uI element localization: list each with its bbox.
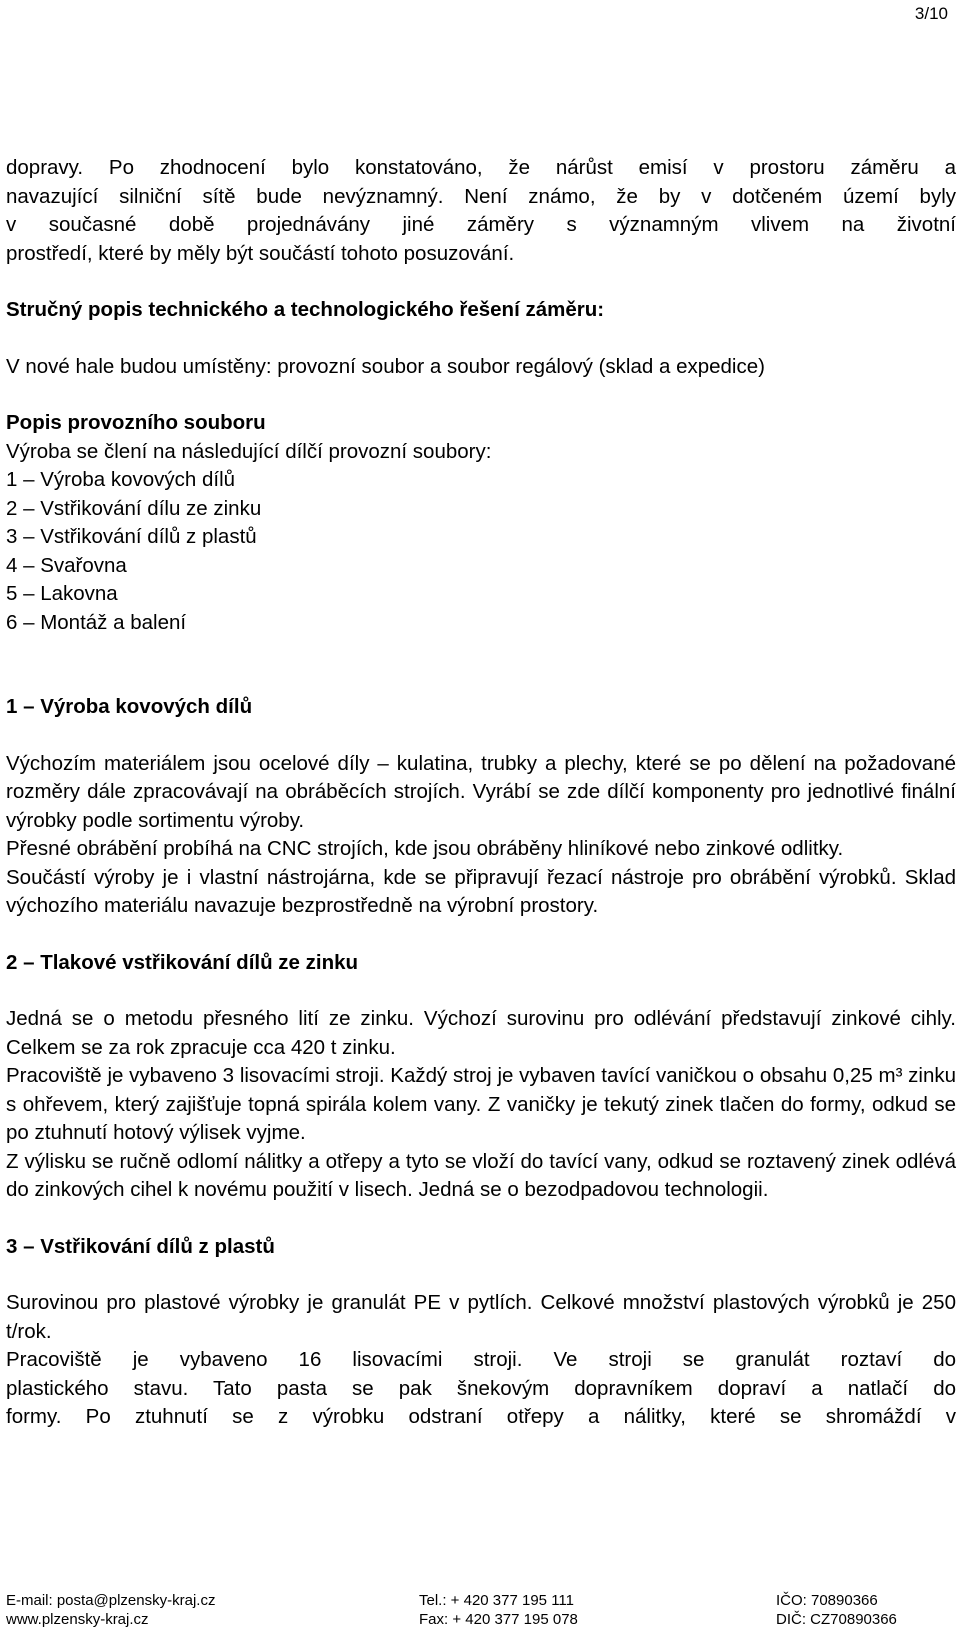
section-heading: Stručný popis technického a technologického řešení záměru: [6,298,605,321]
footer-fax: Fax: + 420 377 195 078 [419,1611,578,1628]
footer-tel: Tel.: + 420 377 195 111 [419,1592,574,1609]
section2-paragraph: Jedná se o metodu přesného lití ze zinku. Výchozí surovinu pro odlévání představují zinkové cihly. Celkem se za rok zpracuje cca 420 t zinku. [6,1007,956,1059]
operation-item: 4 – Svařovna [6,553,127,577]
intro-line: navazující silniční sítě bude nevýznamný. Není známo, že by v dotčeném území byly [6,184,956,208]
section1-heading: 1 – Výroba kovových dílů [6,695,253,718]
footer-web: www.plzensky-kraj.cz [6,1611,149,1628]
intro-line: dopravy. Po zhodnocení bylo konstatováno, že nárůst emisí v prostoru záměru a [6,156,956,179]
operations-heading: Popis provozního souboru [6,411,266,434]
section3-line: plastického stavu. Tato pasta se pak šnekovým dopravníkem dopraví a natlačí do [6,1376,956,1400]
operation-item: 3 – Vstřikování dílů z plastů [6,525,257,548]
footer-phone-column [419,1591,578,1629]
section2-paragraph: Z výlisku se ručně odlomí nálitky a otřepy a tyto se vloží do tavící vany, odkud se roztavený zinek odlévá do zinkových cihel k novému použití v lisech. Jedná se o bezodpadovou technologii. [6,1149,956,1201]
footer-email: E-mail: posta@plzensky-kraj.cz [6,1592,216,1609]
page-number: 3/10 [914,4,948,23]
section2-heading: 2 – Tlakové vstřikování dílů ze zinku [6,950,359,974]
operation-item: 5 – Lakovna [6,582,118,605]
footer-dic: DIČ: CZ70890366 [776,1611,897,1628]
section2-paragraph: Pracoviště je vybaveno 3 lisovacími stroji. Každý stroj je vybaven tavící vaničkou o obsahu 0,25 m³ zinku s ohřevem, který zajišťuje topná spirála kolem vany. Z vaničky je tekutý zinek tlačen do formy, odkud se po ztuhnutí hotový výlisek vyjme. [6,1064,956,1144]
footer-contact-column [6,1591,215,1629]
section3-paragraph: Surovinou pro plastové výrobky je granulát PE v pytlích. Celkové množství plastových výrobků je 250 t/rok. [6,1291,956,1343]
section3-line: formy. Po ztuhnutí se z výrobku odstraní otřepy a nálitky, které se shromáždí v [6,1405,956,1428]
section1-paragraph: Přesné obrábění probíhá na CNC strojích, kde jsou obráběny hliníkové nebo zinkové odlitky. [6,837,844,860]
hall-description: V nové hale budou umístěny: provozní soubor a soubor regálový (sklad a expedice) [6,354,765,378]
footer-ico: IČO: 70890366 [776,1592,878,1609]
intro-line: prostředí, které by měly být součástí tohoto posuzování. [6,241,515,265]
intro-line: v současné době projednávány jiné záměry s významným vlivem na životní [6,213,956,236]
section3-heading: 3 – Vstřikování dílů z plastů [6,1234,275,1258]
section1-paragraph: Součástí výroby je i vlastní nástrojárna, kde se připravují řezací nástroje pro obrábění výrobků. Sklad výchozího materiálu navazuje bezprostředně na výrobní prostory. [6,865,956,917]
operation-item: 1 – Výroba kovových dílů [6,468,236,491]
section1-paragraph: Výchozím materiálem jsou ocelové díly – kulatina, trubky a plechy, které se po dělení na požadované rozměry dále zpracovávají na obráběcích strojích. Vyrábí se zde dílčí komponenty pro jednotlivé finální výrobky podle sortimentu výroby. [6,751,956,832]
operation-item: 6 – Montáž a balení [6,610,187,634]
operation-item: 2 – Vstřikování dílu ze zinku [6,496,262,520]
footer-id-column [776,1591,897,1629]
document-body [6,154,956,1432]
section3-line: Pracoviště je vybaveno 16 lisovacími stroji. Ve stroji se granulát roztaví do [6,1348,956,1371]
operations-intro: Výroba se člení na následující dílčí provozní soubory: [6,439,492,463]
